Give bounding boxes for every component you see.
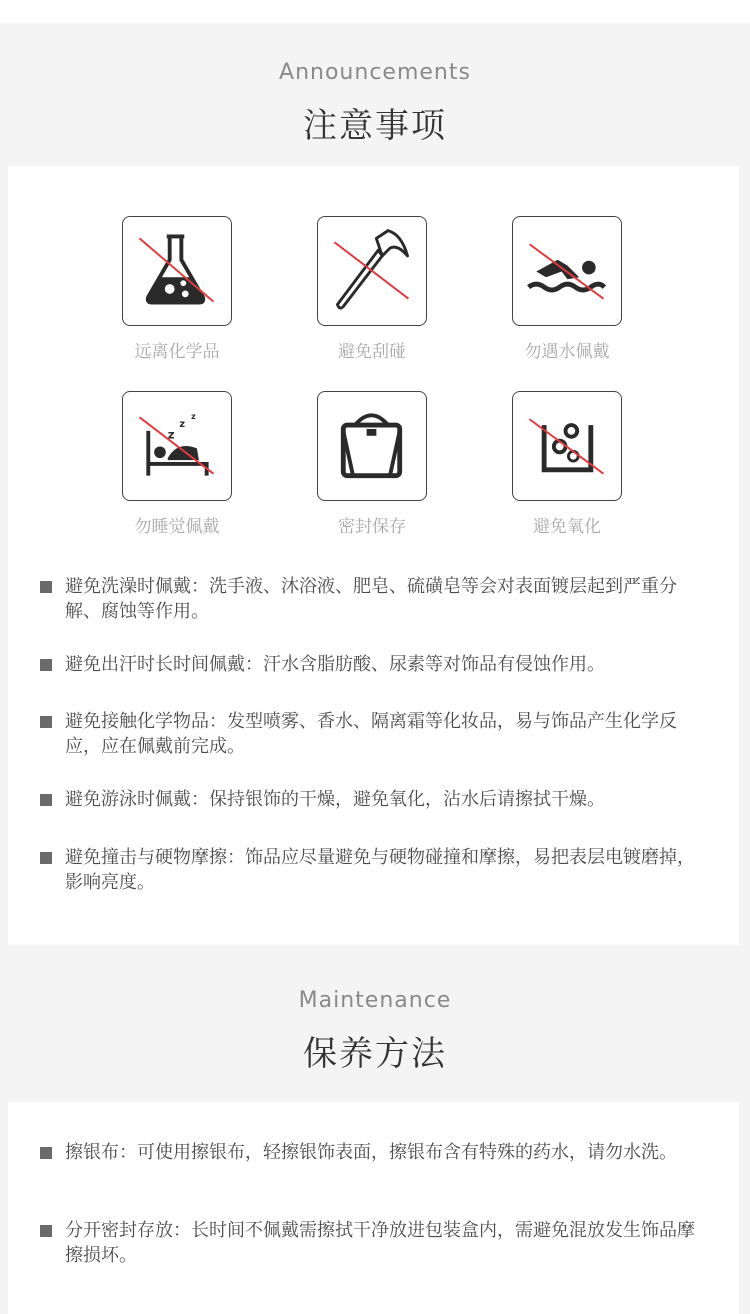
bullet-square-icon [40,852,52,864]
section-title-en: Announcements [279,60,471,85]
note-text: 避免游泳时佩戴：保持银饰的干燥，避免氧化，沾水后请擦拭干燥。 [65,789,605,810]
bullet-square-icon [40,716,52,728]
bullet-square-icon [40,794,52,806]
icon-label: 远离化学品 [134,342,220,362]
note-text: 避免洗澡时佩戴：洗手液、沐浴液、肥皂、硫磺皂等会对表面镀层起到严重分解、腐蚀等作用。 [65,576,677,622]
section-title-en: Maintenance [298,988,452,1013]
svg-text:z: z [167,427,175,442]
note-text: 分开密封存放：长时间不佩戴需擦拭干净放进包装盒内，需避免混放发生饰品摩擦损坏。 [65,1220,695,1266]
sleeping-icon [122,391,232,501]
note-item [40,1218,700,1268]
bullet-square-icon [40,1147,52,1159]
note-text: 避免接触化学物品：发型喷雾、香水、隔离霜等化妆品，易与饰品产生化学反应，应在佩戴前完成。 [65,711,677,757]
swimmer-icon [512,216,622,326]
note-text: 擦银布：可使用擦银布，轻擦银饰表面，擦银布含有特殊的药水，请勿水洗。 [65,1142,677,1163]
icon-label: 勿睡觉佩戴 [134,517,220,537]
icon-label: 密封保存 [338,517,406,537]
hammer-icon [317,216,427,326]
oxidation-icon [512,391,622,501]
note-text: 避免出汗时长时间佩戴：汗水含脂肪酸、尿素等对饰品有侵蚀作用。 [65,654,605,675]
bullet-square-icon [40,1225,52,1237]
section-title-cn: 注意事项 [303,106,447,146]
section-title-cn: 保养方法 [303,1034,447,1074]
icon-label: 避免刮碰 [338,342,406,362]
icon-label: 避免氧化 [533,517,601,537]
note-item [40,1140,700,1165]
note-item [40,787,700,812]
svg-text:z: z [179,419,186,431]
svg-text:z: z [191,412,196,422]
bullet-square-icon [40,659,52,671]
note-item [40,845,700,895]
note-text: 避免撞击与硬物摩擦：饰品应尽量避免与硬物碰撞和摩擦，易把表层电镀磨掉，影响亮度。 [65,847,695,893]
top-strip [0,0,750,23]
note-item [40,574,700,624]
maintenance-card [8,1102,739,1314]
box-icon [317,391,427,501]
icon-label: 勿遇水佩戴 [524,342,610,362]
bullet-square-icon [40,581,52,593]
note-item [40,709,700,759]
note-item [40,652,700,677]
flask-icon [122,216,232,326]
